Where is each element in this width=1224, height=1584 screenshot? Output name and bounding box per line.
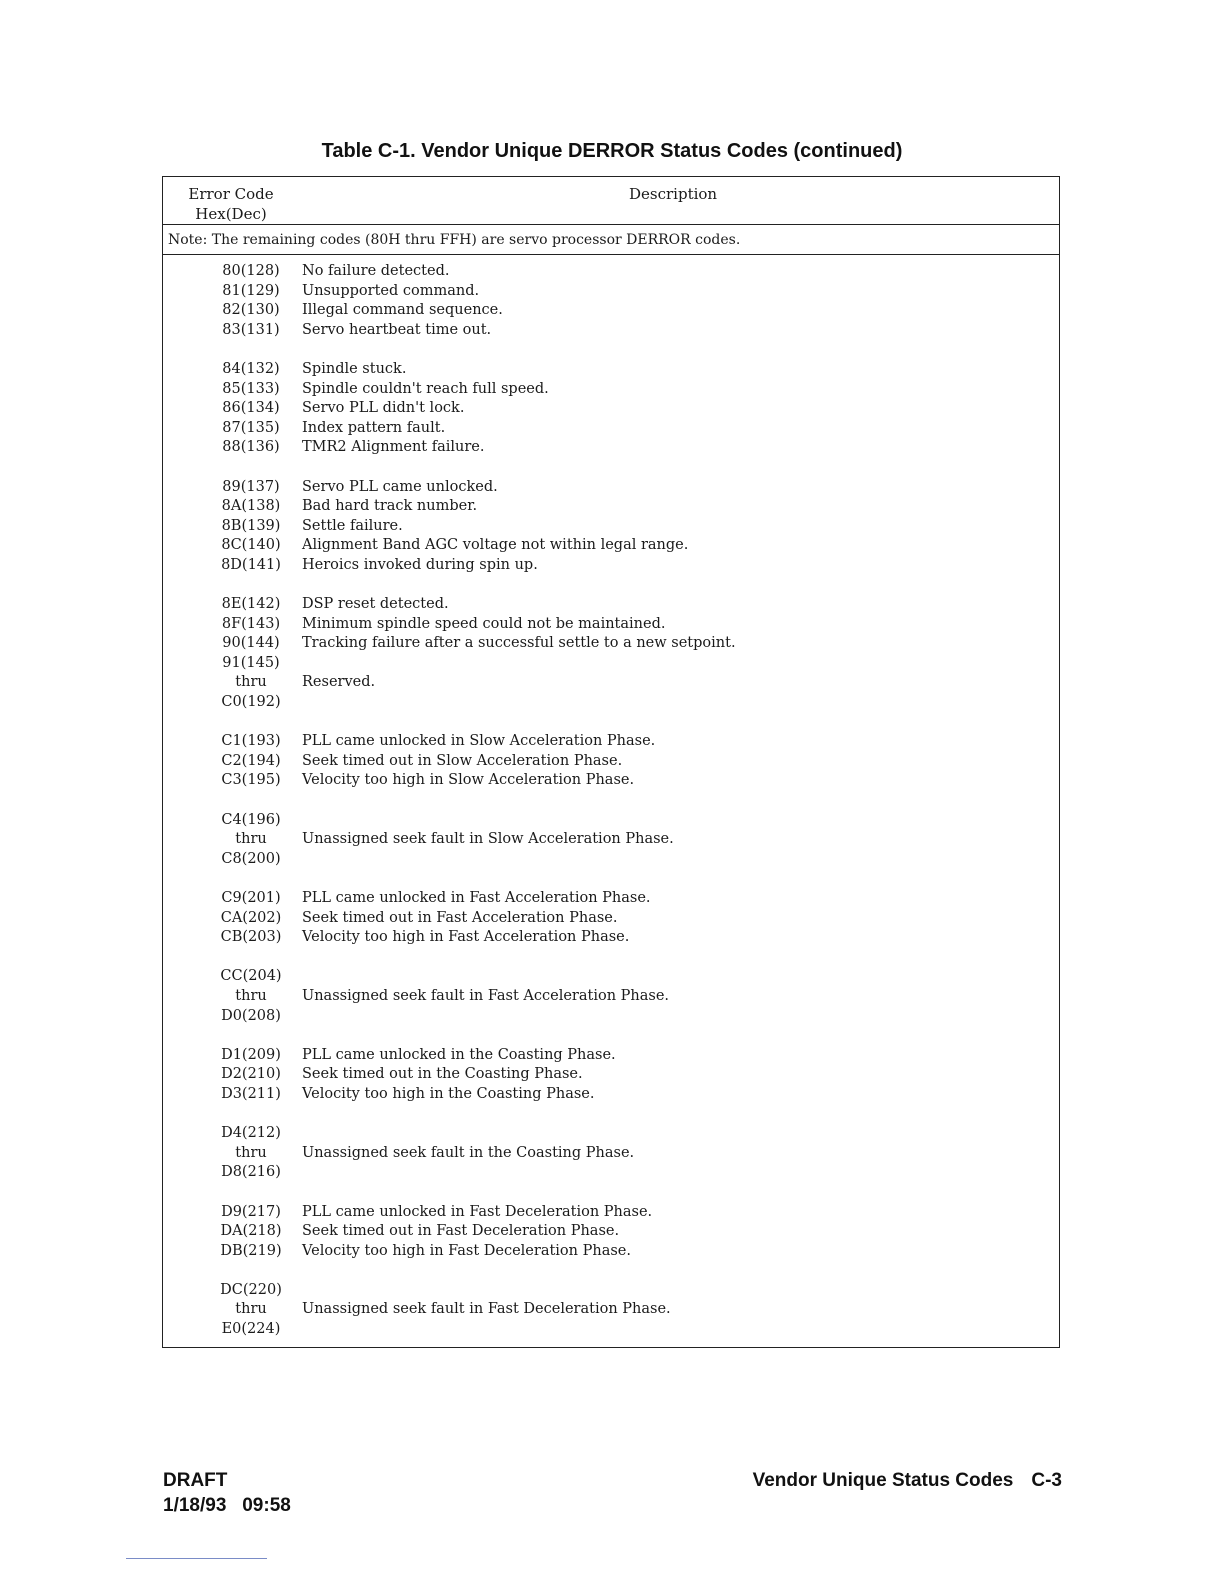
description-cell: Minimum spindle speed could not be maintained.: [302, 615, 666, 632]
error-code-cell: 87(135): [222, 419, 280, 436]
table-row: [163, 360, 1059, 380]
table-row: [163, 634, 1059, 654]
error-code-cell: thru: [235, 1144, 267, 1161]
error-code-cell: 91(145): [222, 654, 280, 671]
table-row: [163, 399, 1059, 419]
error-code-cell: D1(209): [221, 1046, 281, 1063]
description-cell: Unsupported command.: [302, 282, 480, 299]
error-code-cell: CB(203): [220, 929, 282, 946]
error-code-cell: 8A(138): [221, 498, 281, 515]
description-cell: No failure detected.: [302, 263, 450, 279]
description-cell: Spindle stuck.: [302, 360, 407, 377]
error-code-cell: D2(210): [221, 1066, 281, 1083]
description-cell: Servo PLL came unlocked.: [302, 478, 498, 495]
footer-status: DRAFT: [163, 1470, 228, 1491]
table-row: [163, 1085, 1059, 1105]
error-code-cell: C2(194): [221, 752, 281, 769]
table-header: [163, 177, 1059, 225]
table-row: [163, 282, 1059, 302]
description-cell: PLL came unlocked in Fast Deceleration Phase.: [302, 1203, 653, 1220]
description-cell: Unassigned seek fault in Slow Acceleration Phase.: [302, 831, 674, 848]
table-row: [163, 909, 1059, 929]
description-cell: Illegal command sequence.: [302, 302, 503, 319]
table-row: [163, 889, 1059, 909]
table-row: [163, 1222, 1059, 1242]
description-cell: TMR2 Alignment failure.: [302, 439, 485, 456]
table-row: [163, 301, 1059, 321]
table-row: [163, 321, 1059, 341]
error-code-cell: D3(211): [221, 1085, 281, 1102]
error-code-cell: C0(192): [221, 694, 281, 711]
description-cell: Unassigned seek fault in the Coasting Phase.: [302, 1144, 635, 1161]
table-row: [163, 517, 1059, 537]
error-code-cell: 88(136): [222, 439, 280, 456]
table-row: [163, 1163, 1059, 1183]
table-row: [163, 1320, 1059, 1340]
error-code-cell: thru: [235, 1301, 267, 1318]
error-code-cell: 90(144): [222, 635, 280, 652]
error-code-cell: 8E(142): [221, 596, 281, 613]
table-row: [163, 262, 1059, 282]
description-cell: Index pattern fault.: [302, 419, 446, 436]
table-row: [163, 752, 1059, 772]
error-code-cell: D8(216): [221, 1164, 281, 1181]
table-row: [163, 419, 1059, 439]
footer-datetime: 1/18/93 09:58: [163, 1495, 291, 1516]
table-body: [163, 262, 1059, 1340]
error-code-cell: C1(193): [221, 733, 281, 750]
bottom-rule: [126, 1558, 267, 1559]
description-cell: Velocity too high in the Coasting Phase.: [302, 1085, 595, 1102]
description-cell: Unassigned seek fault in Fast Deceleration Phase.: [302, 1301, 671, 1318]
error-code-cell: 8D(141): [221, 556, 281, 573]
table-row: [163, 1007, 1059, 1027]
error-code-cell: DB(219): [220, 1242, 282, 1259]
table-row: [163, 438, 1059, 458]
description-cell: Seek timed out in Fast Deceleration Phase.: [302, 1223, 620, 1240]
table-row: [163, 1046, 1059, 1066]
error-code-cell: C3(195): [221, 772, 281, 789]
error-code-cell: 89(137): [222, 478, 280, 495]
description-cell: Unassigned seek fault in Fast Acceleration Phase.: [302, 987, 670, 1004]
description-cell: Velocity too high in Fast Acceleration Phase.: [302, 929, 630, 946]
error-code-cell: C9(201): [221, 890, 281, 906]
error-code-cell: 81(129): [222, 282, 280, 299]
footer-section-title: Vendor Unique Status Codes: [752, 1470, 1014, 1491]
table-row: [163, 850, 1059, 870]
description-cell: Settle failure.: [302, 517, 403, 534]
error-code-cell: 8C(140): [221, 537, 281, 554]
table-row: [163, 673, 1059, 693]
description-cell: Alignment Band AGC voltage not within legal range.: [302, 537, 689, 554]
table-row: [163, 1065, 1059, 1085]
description-cell: Servo PLL didn't lock.: [302, 400, 465, 417]
table-row: [163, 771, 1059, 791]
error-code-cell: 83(131): [222, 321, 280, 338]
error-code-cell: CC(204): [220, 968, 282, 985]
column-header-description: Description: [629, 185, 718, 203]
description-cell: Seek timed out in Fast Acceleration Phase.: [302, 909, 618, 926]
table-row: [163, 830, 1059, 850]
error-code-cell: 82(130): [222, 302, 280, 319]
status-code-table: [162, 176, 1060, 1348]
error-code-cell: 8F(143): [221, 615, 281, 632]
description-cell: Servo heartbeat time out.: [302, 321, 492, 338]
error-code-cell: DA(218): [220, 1223, 282, 1240]
table-row: [163, 380, 1059, 400]
error-code-cell: CA(202): [220, 909, 282, 926]
table-row: [163, 556, 1059, 576]
error-code-cell: C8(200): [221, 850, 281, 867]
error-code-cell: D9(217): [221, 1203, 281, 1220]
table-row: [163, 967, 1059, 987]
description-cell: Tracking failure after a successful settle to a new setpoint.: [302, 635, 736, 652]
error-code-cell: thru: [235, 674, 267, 691]
description-cell: Velocity too high in Slow Acceleration Phase.: [302, 772, 635, 789]
error-code-cell: 84(132): [222, 360, 280, 377]
table-row: [163, 478, 1059, 498]
table-row: [163, 497, 1059, 517]
table-row: [163, 1203, 1059, 1223]
description-cell: Seek timed out in the Coasting Phase.: [302, 1066, 583, 1083]
table-title: Table C-1. Vendor Unique DERROR Status Codes (continued): [321, 140, 903, 162]
error-code-cell: E0(224): [221, 1321, 281, 1338]
footer-page-number: C-3: [1031, 1470, 1062, 1491]
error-code-cell: 80(128): [222, 263, 280, 279]
error-code-cell: 8B(139): [221, 517, 281, 534]
error-code-cell: thru: [235, 987, 267, 1004]
error-code-cell: thru: [235, 831, 267, 848]
error-code-cell: DC(220): [220, 1281, 282, 1298]
description-cell: PLL came unlocked in Fast Acceleration Phase.: [302, 890, 651, 906]
description-cell: PLL came unlocked in Slow Acceleration Phase.: [302, 733, 656, 750]
error-code-cell: D4(212): [221, 1125, 281, 1142]
error-code-cell: D0(208): [221, 1007, 281, 1024]
table-row: [163, 615, 1059, 635]
description-cell: Reserved.: [302, 674, 376, 691]
footer-section: [753, 1468, 1062, 1493]
table-row: [163, 811, 1059, 831]
table-note: Note: The remaining codes (80H thru FFH) are servo processor DERROR codes.: [163, 225, 1059, 255]
table-row: [163, 732, 1059, 752]
description-cell: Bad hard track number.: [302, 498, 478, 515]
table-row: [163, 693, 1059, 713]
table-row: [163, 928, 1059, 948]
table-row: [163, 1300, 1059, 1320]
error-code-cell: 85(133): [222, 380, 280, 397]
table-row: [163, 1144, 1059, 1164]
table-row: [163, 595, 1059, 615]
table-row: [163, 1242, 1059, 1262]
description-cell: Heroics invoked during spin up.: [302, 556, 538, 573]
description-cell: Spindle couldn't reach full speed.: [302, 380, 549, 397]
error-code-cell: 86(134): [222, 400, 280, 417]
column-header-error-code: [179, 184, 283, 224]
column-header-code-line1: Error Code: [188, 185, 274, 203]
error-code-cell: C4(196): [221, 811, 281, 828]
column-header-code-line2: Hex(Dec): [195, 205, 267, 223]
description-cell: Velocity too high in Fast Deceleration Phase.: [302, 1242, 631, 1259]
description-cell: Seek timed out in Slow Acceleration Phase.: [302, 752, 623, 769]
table-row: [163, 654, 1059, 674]
table-row: [163, 987, 1059, 1007]
table-row: [163, 1124, 1059, 1144]
table-row: [163, 1281, 1059, 1301]
footer-draft-stamp: [163, 1468, 291, 1518]
description-cell: PLL came unlocked in the Coasting Phase.: [302, 1046, 616, 1063]
description-cell: DSP reset detected.: [302, 596, 449, 613]
table-row: [163, 536, 1059, 556]
